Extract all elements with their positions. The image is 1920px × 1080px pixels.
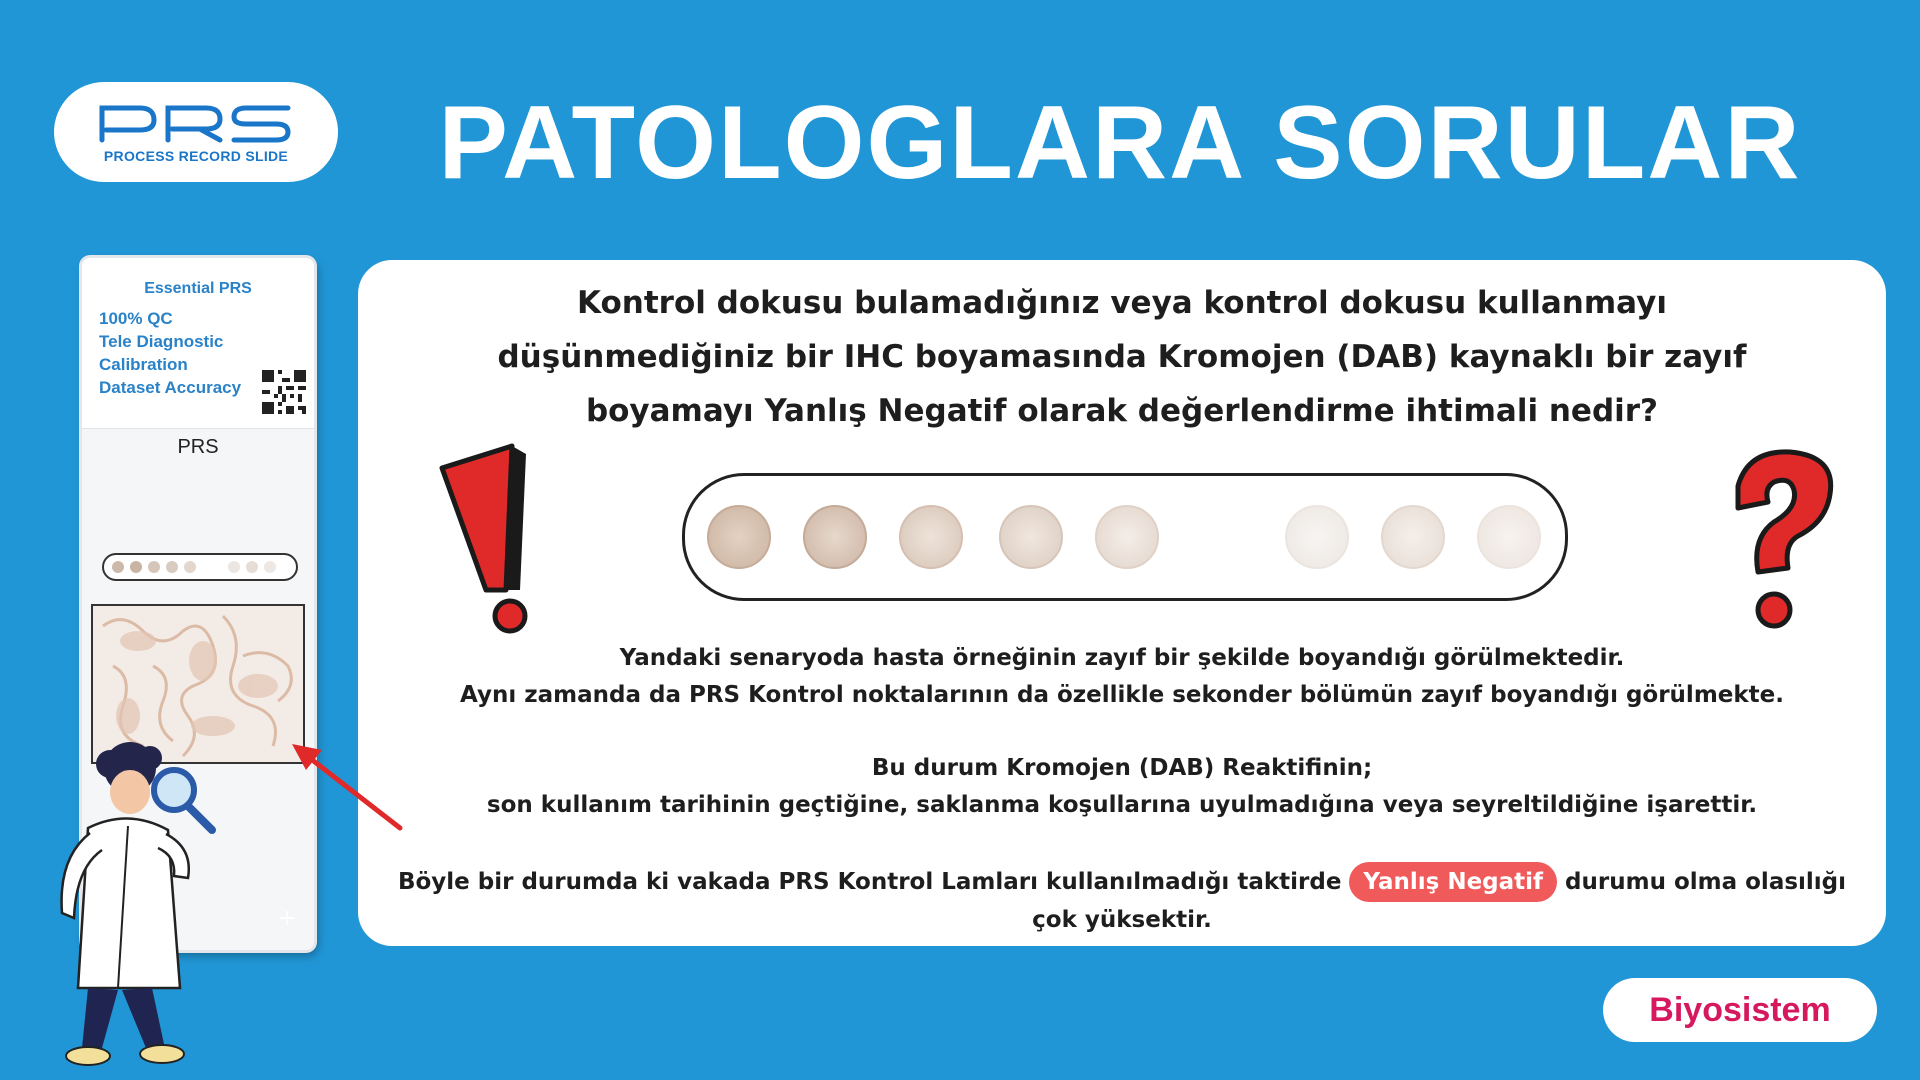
magnifier-icon xyxy=(154,770,212,830)
slide-label-area xyxy=(82,258,314,429)
control-dot xyxy=(1381,505,1445,569)
question-line: Kontrol dokusu bulamadığınız veya kontrol dokusu kullanmayı xyxy=(577,285,1667,321)
slide-brand: Essential PRS xyxy=(144,280,252,297)
page-title: PATOLOGLARA SORULAR xyxy=(438,85,1802,201)
question-mark-icon xyxy=(1718,446,1848,642)
control-dot xyxy=(1285,505,1349,569)
question-line: boyamayı Yanlış Negatif olarak değerlendirme ihtimali nedir? xyxy=(585,393,1659,429)
slide-feature: 100% QC xyxy=(99,309,173,328)
control-dots-closeup xyxy=(682,473,1568,601)
conclusion-before: Böyle bir durumda ki vakada PRS Kontrol Lamları kullanılmadığı taktirde xyxy=(397,869,1342,895)
biyosistem-brand: Biyosistem xyxy=(1603,978,1877,1042)
scientist-illustration xyxy=(18,738,218,1076)
explanation-line: Bu durum Kromojen (DAB) Reaktifinin; xyxy=(871,755,1373,781)
explanation-text xyxy=(358,640,1886,824)
slide-feature: Tele Diagnostic xyxy=(99,332,224,351)
explanation-line: son kullanım tarihinin geçtiğine, saklanma koşullarına uyulmadığına veya seyreltildiğine işarettir. xyxy=(486,792,1758,818)
question-line: düşünmediğiniz bir IHC boyamasında Kromojen (DAB) kaynaklı bir zayıf xyxy=(497,339,1747,375)
conclusion-line xyxy=(358,862,1886,902)
exclamation-icon xyxy=(430,440,550,636)
slide-feature-list xyxy=(99,307,241,399)
false-negative-badge: Yanlış Negatif xyxy=(1349,862,1557,902)
control-dot xyxy=(707,505,771,569)
slide-feature: Calibration xyxy=(99,355,188,374)
explanation-line: Aynı zamanda da PRS Kontrol noktalarının da özellikle sekonder bölümün zayıf boyandığı görülmekte. xyxy=(459,682,1785,708)
logo-subtitle: PROCESS RECORD SLIDE xyxy=(103,148,289,164)
control-dot xyxy=(899,505,963,569)
slide-control-dots xyxy=(102,553,298,581)
conclusion-text xyxy=(358,862,1886,939)
plus-icon: + xyxy=(278,906,297,931)
prs-logo xyxy=(54,82,338,182)
control-dot xyxy=(1095,505,1159,569)
control-dot xyxy=(999,505,1063,569)
explanation-line: Yandaki senaryoda hasta örneğinin zayıf bir şekilde boyandığı görülmektedir. xyxy=(619,645,1625,671)
prs-logo-mark xyxy=(96,100,296,144)
qr-code-icon xyxy=(262,370,306,414)
conclusion-line-2: çok yüksektir. xyxy=(1032,907,1212,933)
control-dot xyxy=(1477,505,1541,569)
slide-feature: Dataset Accuracy xyxy=(99,378,242,397)
slide-prs-label: PRS xyxy=(177,436,219,458)
conclusion-after: durumu olma olasılığı xyxy=(1565,869,1847,895)
question-text xyxy=(388,276,1856,438)
control-dot xyxy=(803,505,867,569)
